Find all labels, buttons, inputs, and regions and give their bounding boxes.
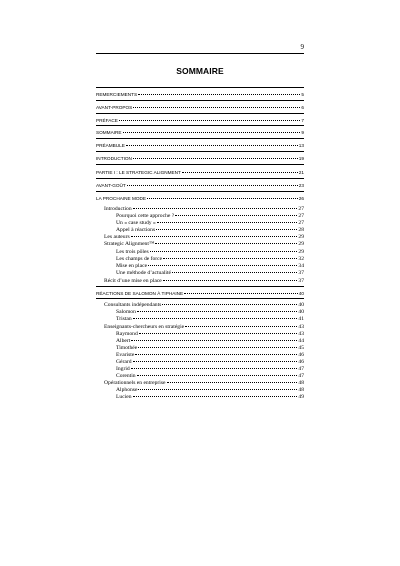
toc-entry-page: 34 [298,263,304,269]
dot-leader [133,107,300,108]
toc-entry-page: 43 [298,331,304,337]
toc-entry-label: Introduction [104,206,132,212]
toc-entry-label: Timothée [116,345,138,351]
section-rule [96,164,304,165]
dot-leader [184,293,298,294]
page-title: SOMMAIRE [176,66,224,76]
toc-entry-label: RÉACTIONS DE SALOMON À TIPHAINE [96,291,184,296]
toc-entry[interactable] [116,393,304,401]
dot-leader [162,304,297,305]
page-number: 9 [300,43,304,51]
toc-entry[interactable] [96,155,304,163]
dot-leader [175,215,297,216]
section-rule [96,113,304,114]
section-rule [96,298,304,299]
dot-leader [157,222,298,223]
toc-entry[interactable] [96,117,304,125]
toc-entry-page: 29 [298,249,304,255]
dot-leader [133,158,298,159]
toc-entry-page: 9 [301,130,304,135]
toc-entry-page: 27 [298,213,304,219]
toc-entry[interactable] [104,277,304,285]
toc-entry-label: Ingrid [116,366,130,372]
header-rule [96,53,304,54]
toc-entry-page: 27 [298,220,304,226]
toc-entry[interactable] [96,290,304,298]
toc-entry-label: Appel à réactions [116,227,156,233]
dot-leader [138,94,300,95]
dot-leader [133,208,298,209]
dot-leader [185,326,297,327]
toc-entry[interactable] [96,91,304,99]
toc-entry-label: Récit d’une mise en place [104,278,162,284]
section-rule [96,138,304,139]
toc-entry-label: Une méthode d’actualité [116,270,171,276]
toc-entry-label: Lucien [116,394,132,400]
section-rule [96,151,304,152]
dot-leader [131,236,298,237]
toc-entry-label: Un « case study » [116,220,156,226]
dot-leader [155,243,297,244]
toc-entry[interactable] [96,129,304,137]
toc-entry-label: Les auteurs [104,234,130,240]
toc-entry-page: 43 [298,324,304,330]
toc-entry-page: 28 [298,227,304,233]
toc-entry-label: Evariste [116,352,135,358]
toc-entry-page: 26 [298,196,304,201]
dot-leader [119,120,301,121]
toc-entry-page: 37 [298,278,304,284]
toc-entry-page: 40 [298,291,304,296]
dot-leader [150,251,298,252]
toc-entry-page: 27 [298,206,304,212]
toc-entry-label: INTRODUCTION [96,156,132,161]
toc-entry-page: 5 [301,92,304,97]
dot-leader [126,145,298,146]
toc-entry-label: Strategic Alignment™ [104,241,155,247]
toc-entry-page: 40 [298,302,304,308]
dot-leader [163,258,297,259]
toc-entry-label: PARTIE I : LE STRATEGIC ALIGNMENT [96,170,181,175]
toc-entry-label: Raymond [116,331,138,337]
dot-leader [133,396,298,397]
toc-entry-page: 21 [298,170,304,175]
toc-entry-label: Consultants indépendants [104,302,162,308]
toc-entry-page: 23 [298,183,304,188]
toc-entry-label: Les champs de force [116,256,163,262]
toc-entry-label: Tristan [116,316,132,322]
dot-leader [156,229,297,230]
toc-entry-label: Mise en place [116,263,148,269]
toc-entry-page: 32 [298,256,304,262]
toc-entry-page: 44 [298,338,304,344]
dot-leader [172,272,297,273]
toc-entry-page: 6 [301,105,304,110]
toc-entry-page: 47 [298,373,304,379]
toc-entry-label: Albert [116,338,131,344]
toc-entry-page: 46 [298,359,304,365]
dot-leader [163,280,298,281]
toc-entry-label: AVANT-GOÛT [96,183,126,188]
toc-entry-label: Opérationnels en entreprise [104,380,166,386]
toc-entry[interactable] [96,182,304,190]
dot-leader [137,311,298,312]
toc-entry-label: SOMMAIRE [96,130,122,135]
toc-entry-page: 29 [298,241,304,247]
toc-entry-label: LA PROCHAINE MODE [96,196,147,201]
dot-leader [138,347,297,348]
section-rule [96,125,304,126]
toc-entry-page: 46 [298,352,304,358]
dot-leader [131,368,298,369]
dot-leader [182,172,298,173]
toc-entry[interactable] [96,195,304,203]
section-rule [96,178,304,179]
toc-entry[interactable] [96,104,304,112]
toc-entry-label: Corentin [116,373,136,379]
toc-entry-page: 7 [301,118,304,123]
toc-entry[interactable] [96,142,304,150]
toc-entry[interactable] [96,169,304,177]
dot-leader [137,375,298,376]
toc-entry-page: 19 [298,156,304,161]
toc-entry-label: AVANT-PROPOS [96,105,133,110]
dot-leader [139,333,298,334]
toc-entry-page: 41 [298,316,304,322]
section-rule [96,191,304,192]
dot-leader [147,198,298,199]
section-rule [96,286,304,287]
dot-leader [131,340,297,341]
dot-leader [123,132,301,133]
toc-entry-label: Alphonse [116,387,138,393]
toc-entry-label: REMERCIEMENTS [96,92,138,97]
toc-entry-page: 40 [298,309,304,315]
toc-entry-page: 37 [298,270,304,276]
toc-entry-page: 48 [298,380,304,386]
dot-leader [127,185,298,186]
dot-leader [135,354,297,355]
toc-entry-label: Salomon [116,309,136,315]
toc-entry-page: 49 [298,394,304,400]
toc-entry-page: 13 [298,143,304,148]
dot-leader [133,318,298,319]
toc-entry-label: Enseignants-chercheurs en stratégie [104,324,185,330]
toc-entry[interactable] [116,315,304,323]
toc-entry-label: PRÉFACE [96,118,118,123]
dot-leader [167,382,298,383]
section-rule [96,100,304,101]
toc-entry-page: 45 [298,345,304,351]
dot-leader [133,361,298,362]
section-rule [96,87,304,88]
toc-entry-label: PRÉAMBULE [96,143,125,148]
toc-entry[interactable] [104,240,304,248]
toc-entry[interactable] [116,269,304,277]
toc-entry-page: 47 [298,366,304,372]
toc-entry-label: Gérard [116,359,132,365]
toc-entry-page: 29 [298,234,304,240]
dot-leader [138,389,297,390]
toc-entry-page: 48 [298,387,304,393]
toc-entry-label: Les trois pôles [116,249,149,255]
dot-leader [148,265,297,266]
toc-entry-label: Pourquoi cette approche ? [116,213,175,219]
